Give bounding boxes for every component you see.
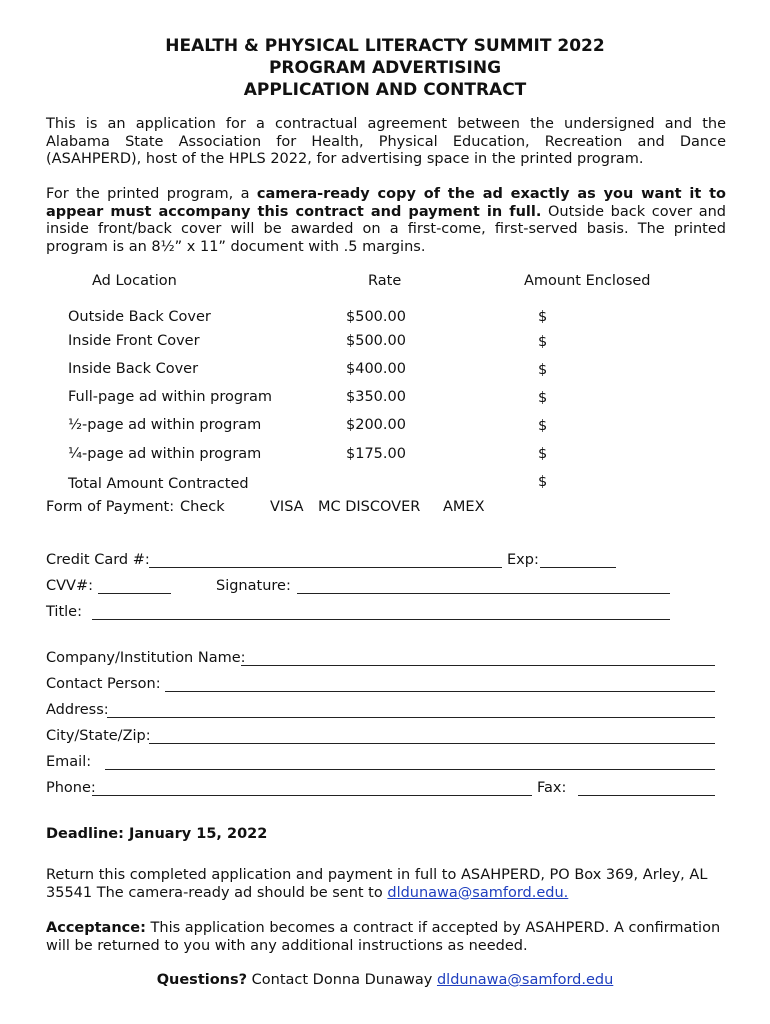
row-rate: $400.00 [346,361,406,377]
credit-card-label: Credit Card #: [46,552,150,568]
company-label: Company/Institution Name: [46,650,246,666]
title-label: Title: [46,604,82,620]
contact-person-field[interactable] [165,691,715,692]
row-amount[interactable]: $ [538,418,548,434]
payment-option-amex[interactable]: AMEX [443,499,485,515]
deadline: Deadline: January 15, 2022 [46,826,268,842]
row-location: Full-page ad within program [68,389,273,405]
cvv-label: CVV#: [46,578,93,594]
return-text: Return this completed application and payment in full to ASAHPERD, PO Box 369, Arley, AL 35541 The camera-ready ad should be sent to [46,867,708,901]
row-rate: $500.00 [346,309,406,325]
printed-prefix: For the printed program, a [46,186,257,202]
total-amount-label: Total Amount Contracted [68,476,249,492]
questions-email-link[interactable]: dldunawa@samford.edu [436,972,614,988]
exp-label: Exp: [507,552,539,568]
header-ad-location: Ad Location [92,273,177,289]
row-rate: $200.00 [346,417,406,433]
row-location: Inside Front Cover [68,333,200,349]
intro-paragraph: This is an application for a contractual agreement between the undersigned and the Alabama State Association for Health, Physical Education, Recreation and Dance (ASAHPERD), host of the HPLS 2022, for advertising space in the printed program. [46,116,726,167]
cvv-field[interactable] [98,593,171,594]
row-amount[interactable]: $ [538,362,548,378]
questions-label: Questions? [156,972,248,988]
printed-bold: camera-ready copy of the ad exactly as you want it to appear must accompany this contract and payment in full. [46,186,726,220]
return-email-link[interactable]: dldunawa@samford.edu. [387,884,569,901]
row-amount[interactable]: $ [538,334,548,350]
address-field[interactable] [107,717,715,718]
contact-person-label: Contact Person: [46,676,161,692]
acceptance-paragraph [46,920,726,955]
row-amount[interactable]: $ [538,390,548,406]
header-rate: Rate [368,273,402,289]
row-location: Inside Back Cover [68,361,199,377]
signature-field[interactable] [297,593,670,594]
form-title-line3: APPLICATION AND CONTRACT [243,80,527,100]
form-title-line1: HEALTH & PHYSICAL LITERACTY SUMMIT 2022 [165,36,605,56]
fax-field[interactable] [578,795,715,796]
address-label: Address: [46,702,109,718]
city-state-zip-label: City/State/Zip: [46,728,151,744]
questions-line [0,972,770,988]
company-field[interactable] [241,665,715,666]
printed-suffix: Outside back cover and inside front/back cover will be awarded on a first-come, first-served basis. The printed program is an 8½” x 11” document with .5 margins. [46,203,726,255]
return-paragraph [46,867,726,902]
row-location: Outside Back Cover [68,309,211,325]
payment-option-visa[interactable]: VISA [270,499,304,515]
email-field[interactable] [105,769,715,770]
payment-option-check[interactable]: Check [180,499,225,515]
acceptance-label: Acceptance: [46,920,146,936]
row-rate: $175.00 [346,446,406,462]
form-title-line2: PROGRAM ADVERTISING [268,58,502,78]
phone-field[interactable] [92,795,532,796]
payment-option-mc-discover[interactable]: MC DISCOVER [318,499,421,515]
fax-label: Fax: [537,780,567,796]
questions-text: Contact Donna Dunaway [247,972,437,988]
row-rate: $350.00 [346,389,406,405]
row-rate: $500.00 [346,333,406,349]
printed-program-paragraph [46,186,726,256]
row-location: ¼-page ad within program [68,446,262,462]
total-amount[interactable]: $ [538,474,548,490]
acceptance-text: This application becomes a contract if accepted by ASAHPERD. A confirmation will be returned to you with any additional instructions as needed. [46,920,721,954]
credit-card-field[interactable] [149,567,502,568]
phone-label: Phone: [46,780,96,796]
header-amount-enclosed: Amount Enclosed [524,273,651,289]
signature-label: Signature: [216,578,291,594]
row-amount[interactable]: $ [538,309,548,325]
exp-field[interactable] [540,567,616,568]
city-state-zip-field[interactable] [149,743,715,744]
row-location: ½-page ad within program [68,417,262,433]
title-field[interactable] [92,619,670,620]
email-label: Email: [46,754,92,770]
payment-label: Form of Payment: [46,499,175,515]
row-amount[interactable]: $ [538,446,548,462]
